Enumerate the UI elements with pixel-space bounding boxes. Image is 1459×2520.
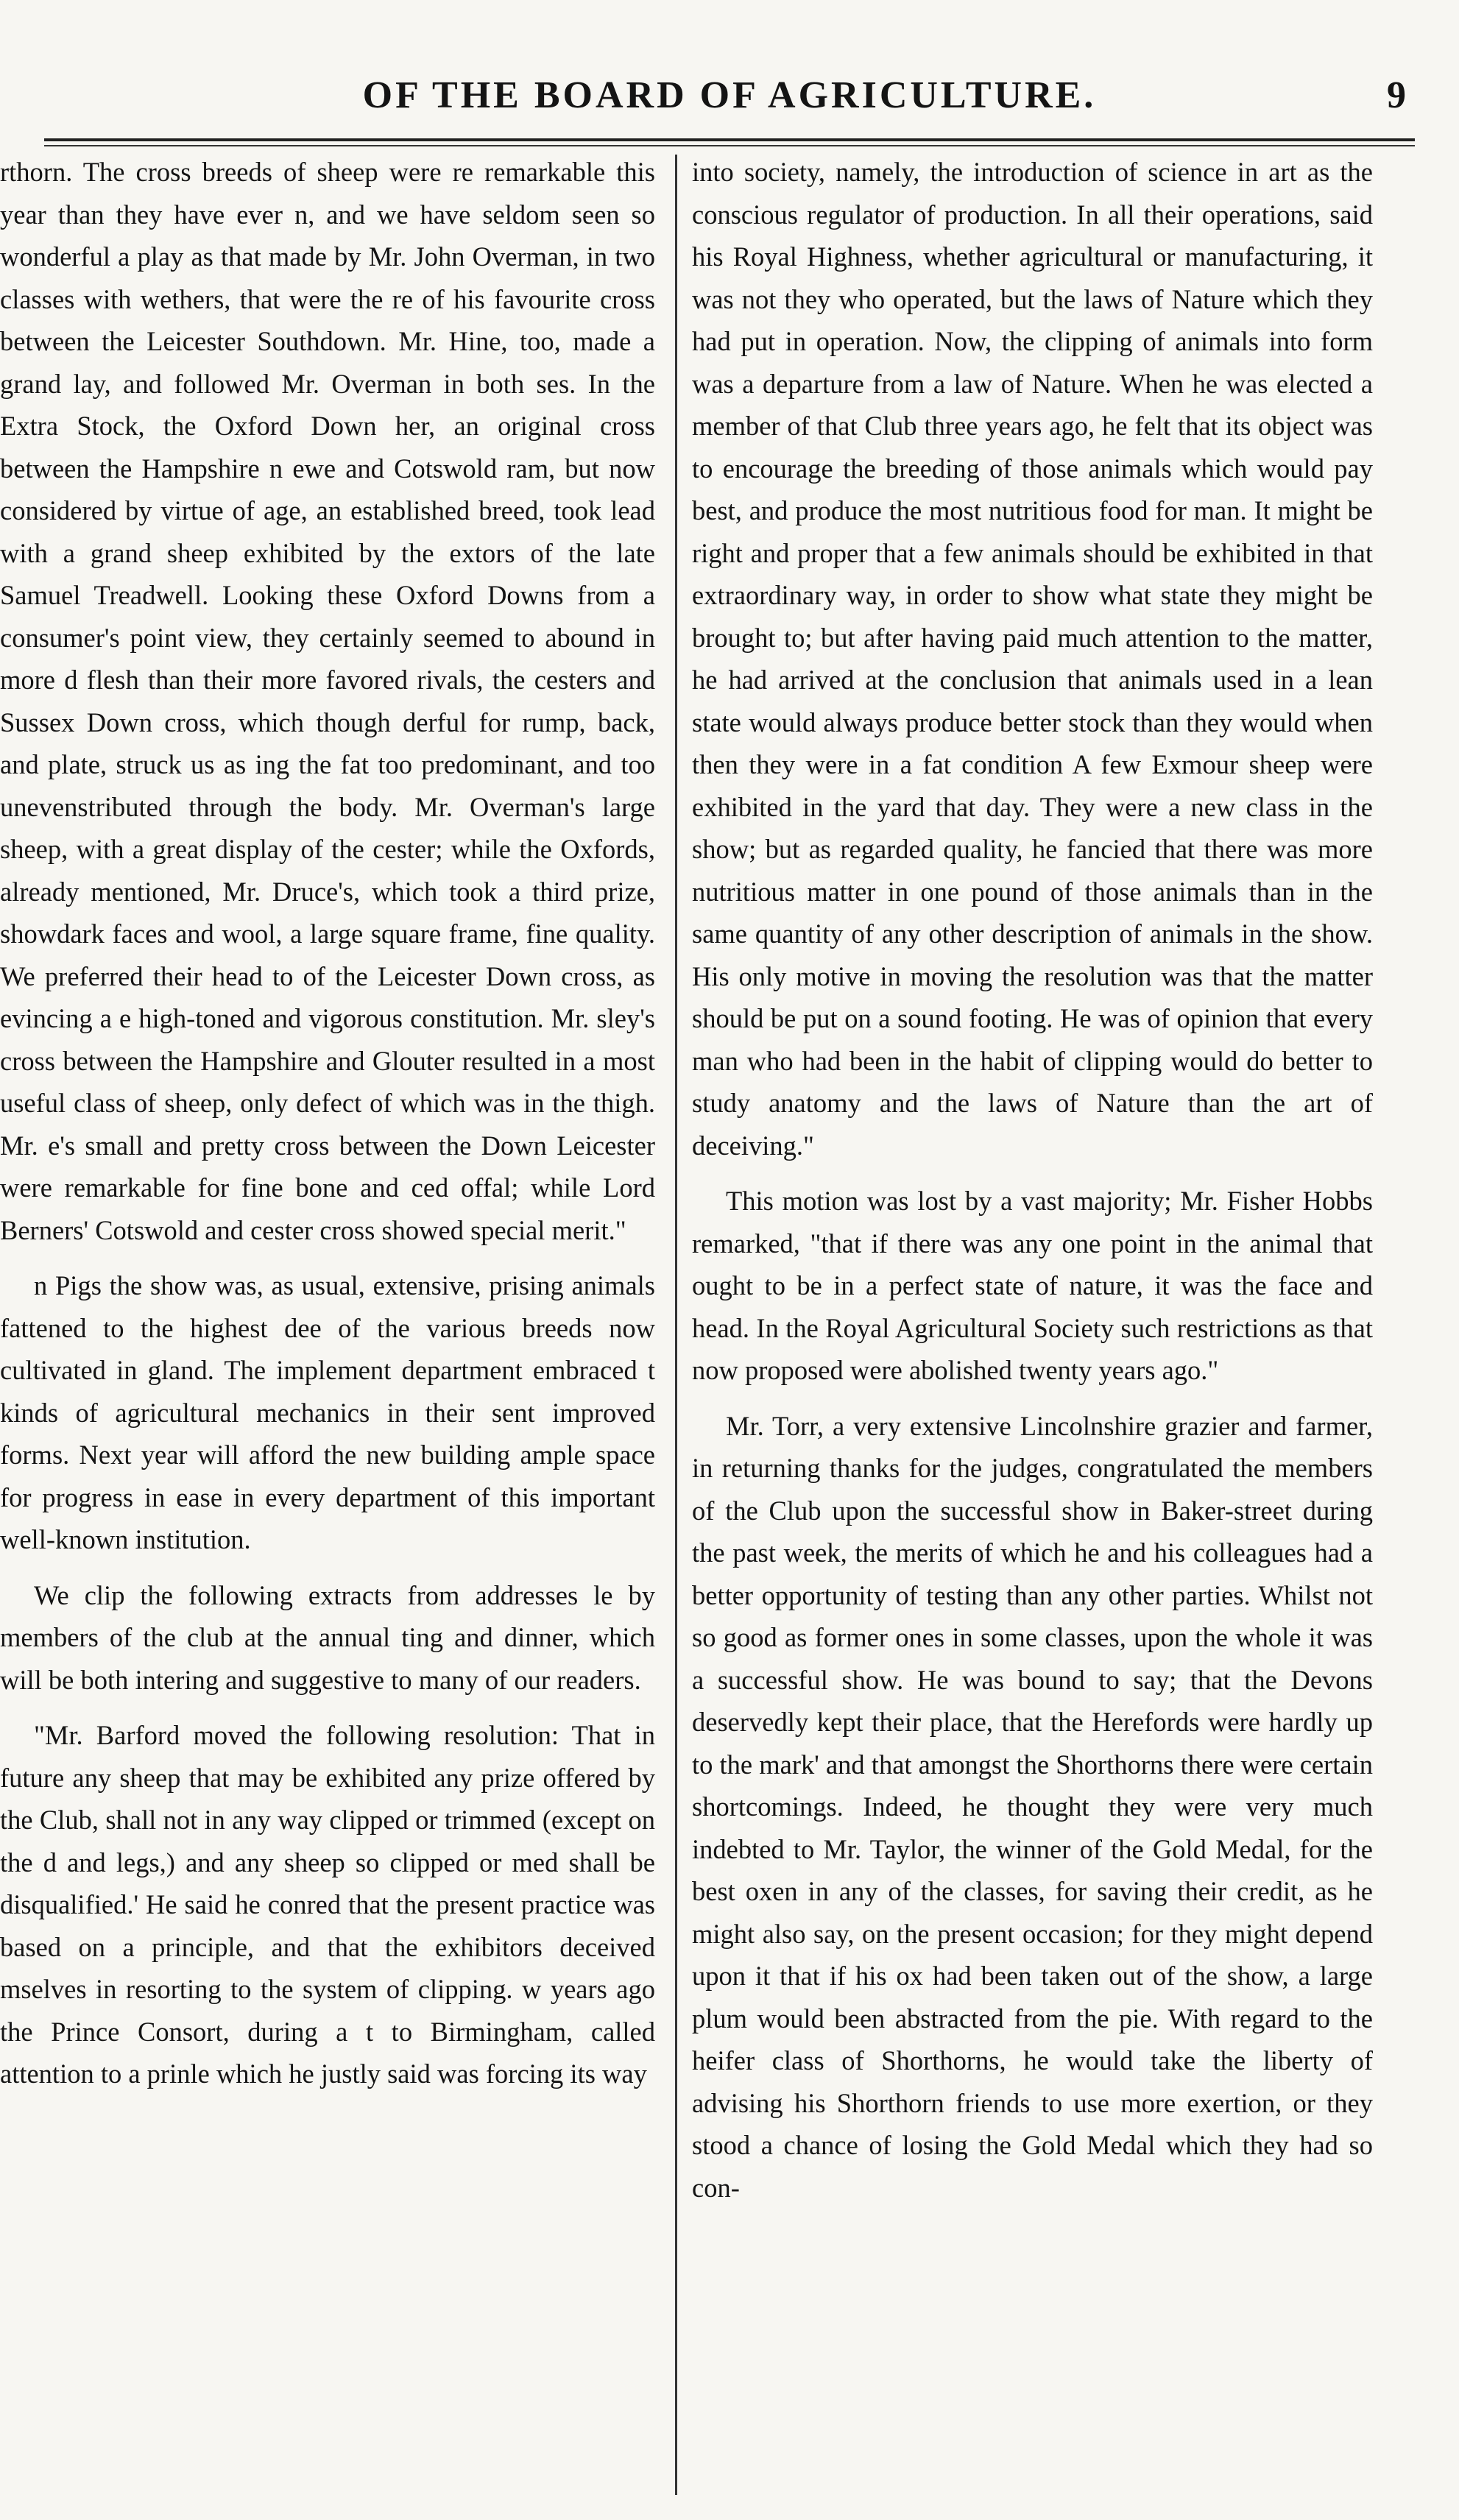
left-paragraph-extracts: We clip the following extracts from addresses le by members of the club at the annual ting and dinner, which will be both intering and suggestive to many of our readers. [0, 1579, 655, 1695]
left-paragraph-sheep-crosses: rthorn. The cross breeds of sheep were re remarkable this year than they have ever n, and we have seldom seen so wonderful a play as that made by Mr. John Overman, in two classes with wethers, that were the re of his favourite cross between the Leicester Southdown. Mr. Hine, too, made a grand lay, and followed Mr. Overman in both ses. In the Extra Stock, the Oxford Down her, an original cross between the Hampshire n ewe and Cotswold ram, but now considered by virtue of age, an established breed, took lead with a grand sheep exhibited by the extors of the late Samuel Treadwell. Looking these Oxford Downs from a consumer's point view, they certainly seemed to abound in more d flesh than their more favored rivals, the cesters and Sussex Down cross, which though derful for rump, back, and plate, struck us as ing the fat too predominant, and too unevenstributed through the body. Mr. Overman's large sheep, with a great display of the cester; while the Oxfords, already mentioned, Mr. Druce's, which took a third prize, showdark faces and wool, a large square frame, fine quality. We preferred their head to of the Leicester Down cross, as evincing a e high-toned and vigorous constitution. Mr. sley's cross between the Hampshire and Glouter resulted in a most useful class of sheep, only defect of which was in the thigh. Mr. e's small and pretty cross between the Down Leicester were remarkable for fine bone and ced offal; while Lord Berners' Cotswold and cester cross showed special merit." [0, 157, 655, 1245]
running-title: OF THE BOARD OF AGRICULTURE. [362, 74, 1097, 116]
right-paragraph-torr: Mr. Torr, a very extensive Lincolnshire grazier and farmer, in returning thanks for the judges, congratulated the members of the Club upon the successful show in Baker-street during the past week, the merits of which he and his colleagues had a better opportunity of testing than any other parties. Whilst not so good as former ones in some classes, upon the whole it was a successful show. He was bound to say; that the Devons deservedly kept their place, that the Herefords were hardly up to the mark' and that amongst the Shorthorns there were certain shortcomings. Indeed, he thought they were very much indebted to Mr. Taylor, the winner of the Gold Medal, for the best oxen in any of the classes, for saving their credit, as he might also say, on the present occasion; for they might depend upon it that if his ox had been taken out of the show, a large plum would been abstracted from the pie. With regard to the heifer class of Shorthorns, he would take the liberty of advising his Shorthorn friends to use more exertion, or they stood a chance of losing the Gold Medal which they had so con- [692, 1410, 1373, 2203]
right-paragraph-clipping-speech: into society, namely, the introduction of science in art as the conscious regulator of production. In all their operations, said his Royal Highness, whether agricultural or manufacturing, it was not they who operated, but the laws of Nature which they had put in operation. Now, the clipping of animals into form was a departure from a law of Nature. When he was elected a member of that Club three years ago, he felt that its object was to encourage the breeding of those animals which would pay best, and produce the most nutritious food for man. It might be right and proper that a few animals should be exhibited in that extraordinary way, in order to show what state they might be brought to; but after having paid much attention to the matter, he had arrived at the conclusion that animals used in a lean state would always produce better stock than they would when then they were in a fat condition A few Exmour sheep were exhibited in the yard that day. They were a new class in the show; but as regarded quality, he fancied that there was more nutritious matter in one pound of those animals than in the same quantity of any other description of animals in the show. His only motive in moving the resolution was that the matter should be put on a sound footing. He was of opinion that every man who had been in the habit of clipping would do better to study anatomy and the laws of Nature than the art of deceiving." [692, 157, 1373, 1161]
left-column [0, 151, 655, 2109]
header-rule-thick [44, 138, 1415, 141]
left-paragraph-pigs: n Pigs the show was, as usual, extensive, prising animals fattened to the highest dee of the various breeds now cultivated in gland. The implement department embraced t kinds of agricultural mechanics in their sent improved forms. Next year will afford the new building ample space for progress in ease in every department of this important well-known institution. [0, 1270, 655, 1554]
page-number: 9 [1387, 74, 1406, 116]
header-rule-thin [44, 145, 1415, 146]
page-header [0, 74, 1459, 125]
right-column [692, 151, 1373, 2222]
left-paragraph-barford-resolution: "Mr. Barford moved the following resolution: That in future any sheep that may be exhibited any prize offered by the Club, shall not in any way clipped or trimmed (except on the d and legs,) and any sheep so clipped or med shall be disqualified.' He said he conred that the present practice was based on a principle, and that the exhibitors deceived mselves in resorting to the system of clipping. w years ago the Prince Consort, during a t to Birmingham, called attention to a prinle which he justly said was forcing its way [0, 1720, 655, 2089]
column-divider [675, 155, 677, 2495]
right-paragraph-hobbs: This motion was lost by a vast majority; Mr. Fisher Hobbs remarked, "that if there was any one point in the animal that ought to be in a perfect state of nature, it was the face and head. In the Royal Agricultural Society such restrictions as that now proposed were abolished twenty years ago." [692, 1186, 1373, 1385]
